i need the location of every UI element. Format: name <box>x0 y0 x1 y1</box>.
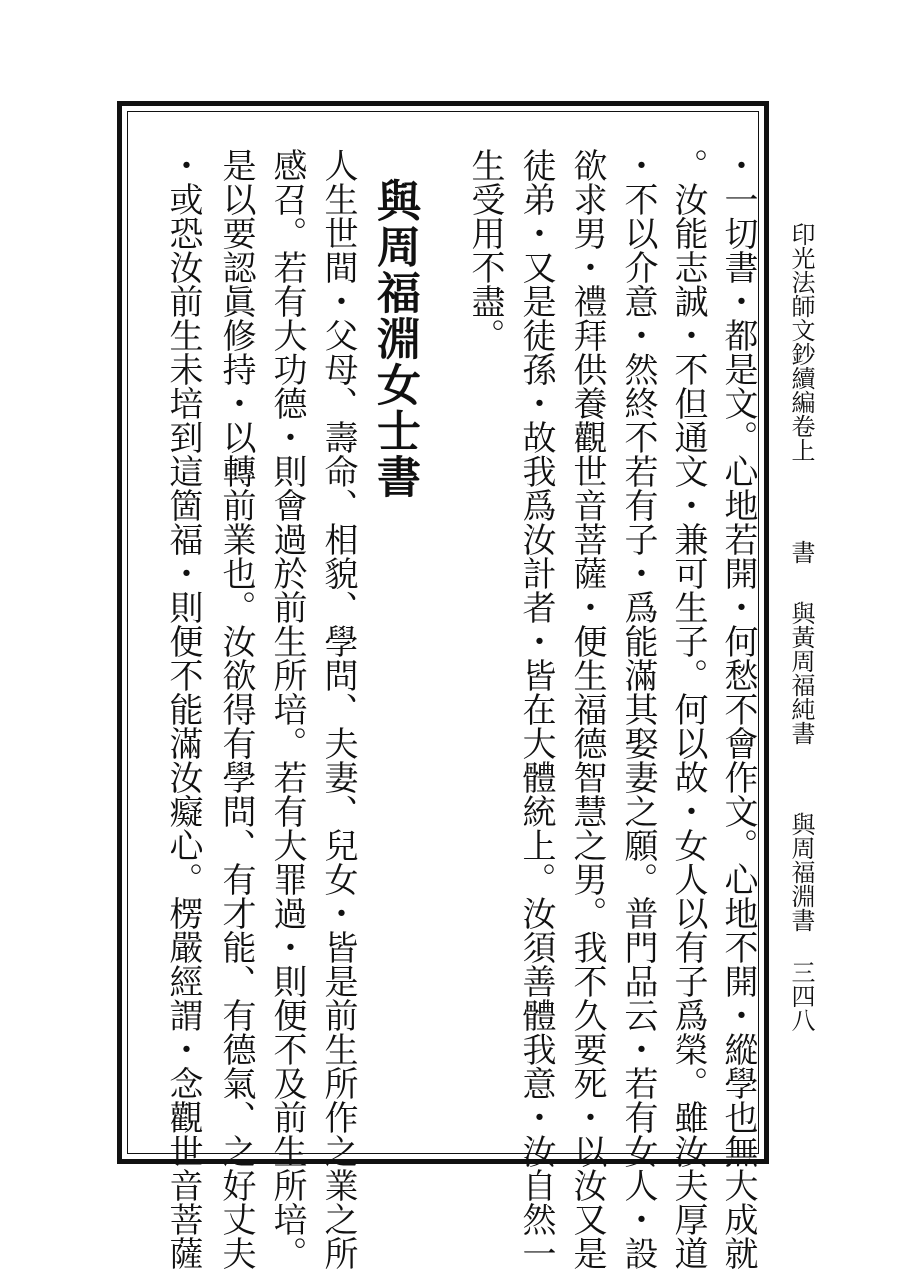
page-number: 三四八 <box>787 960 815 1032</box>
text-column: ・或恐汝前生未培到這箇福・則便不能滿汝癡心。楞嚴經謂・念觀世音菩薩 <box>163 148 203 1270</box>
running-head-letter-2: 與周福淵書 <box>787 812 815 932</box>
text-column: 。汝能志誠・不但通文・兼可生子。何以故・女人以有子爲榮。雖汝夫厚道 <box>668 148 708 1270</box>
text-column: ・不以介意・然終不若有子・爲能滿其娶妻之願。普門品云・若有女人・設 <box>618 148 658 1270</box>
text-column: 欲求男・禮拜供養觀世音菩薩・便生福德智慧之男。我不久要死・以汝又是 <box>567 148 607 1270</box>
text-column: 生受用不盡。 <box>465 148 505 352</box>
running-head-book: 印光法師文鈔續編卷上 <box>787 222 815 462</box>
letter-title: 與周福淵女士書 <box>369 178 420 500</box>
text-column: 徒弟・又是徒孫・故我爲汝計者・皆在大體統上。汝須善體我意・汝自然一 <box>516 148 556 1270</box>
text-column: ・一切書・都是文。心地若開・何愁不會作文。心地不開・縱學也無大成就 <box>718 148 758 1270</box>
text-column: 人生世間・父母、壽命、相貌、學問、夫妻、兒女・皆是前生所作之業之所 <box>318 148 358 1270</box>
running-head-section: 書 <box>787 540 815 564</box>
text-column: 是以要認眞修持・以轉前業也。汝欲得有學問、有才能、有德氣、之好丈夫 <box>216 148 256 1270</box>
text-column: 感召。若有大功德・則會過於前生所培。若有大罪過・則便不及前生所培。 <box>267 148 307 1270</box>
running-head-letter-1: 與黃周福純書 <box>787 601 815 745</box>
